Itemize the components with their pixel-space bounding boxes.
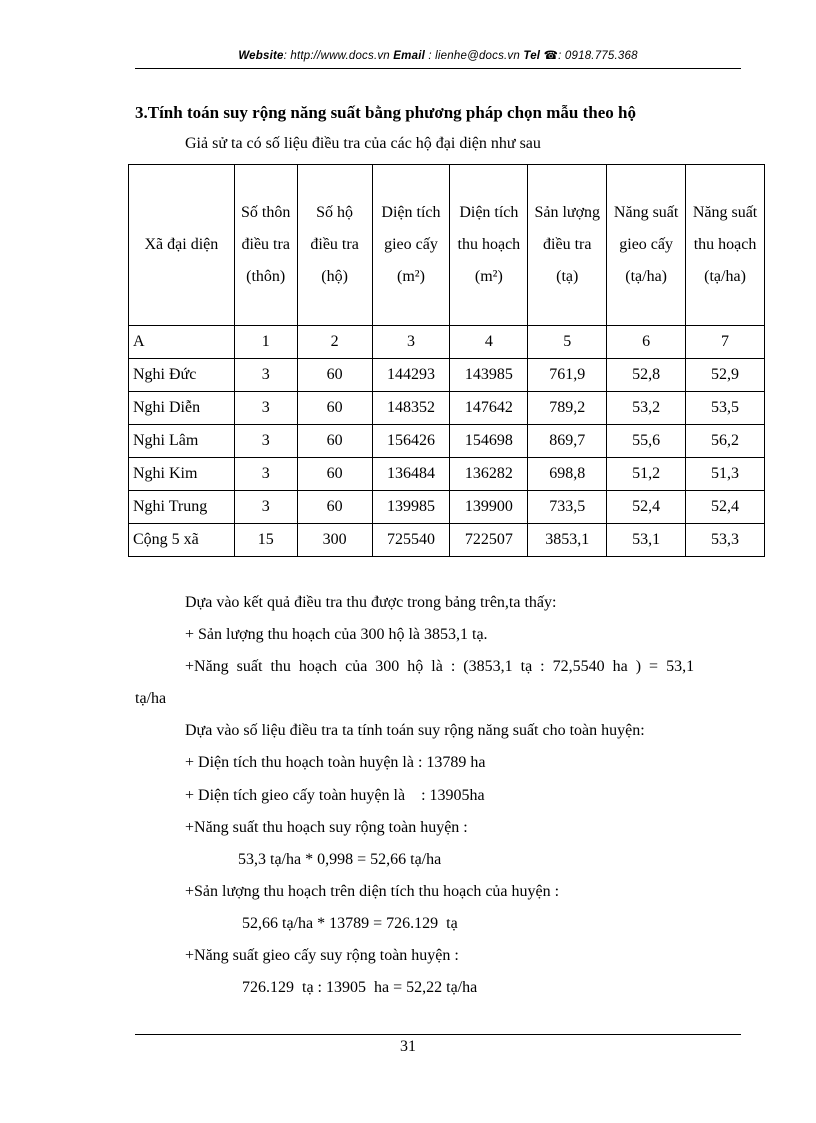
header-households: Số hộ điều tra (hộ) <box>297 165 372 326</box>
table-cell: Nghi Kim <box>129 458 235 491</box>
table-row <box>129 491 765 524</box>
table-cell: 1 <box>234 326 297 359</box>
paragraph-line: +Sản lượng thu hoạch trên diện tích thu hoạch của huyện : <box>185 883 560 900</box>
table-cell: 3 <box>234 392 297 425</box>
table-cell: 60 <box>297 392 372 425</box>
table-row <box>129 359 765 392</box>
table-cell: 7 <box>686 326 765 359</box>
intro-text: Giả sử ta có số liệu điều tra của các hộ đại diện như sau <box>185 135 541 152</box>
table-cell: 60 <box>297 359 372 392</box>
email-label: Email <box>393 50 425 62</box>
table-row <box>129 392 765 425</box>
table-cell: 5 <box>528 326 607 359</box>
formula-line: 726.129 tạ : 13905 ha = 52,22 tạ/ha <box>242 979 478 996</box>
table-cell: 789,2 <box>528 392 607 425</box>
paragraph-line: + Sản lượng thu hoạch của 300 hộ là 3853,1 tạ. <box>185 626 488 643</box>
phone-icon: ☎ <box>543 50 559 62</box>
table-cell: 2 <box>297 326 372 359</box>
paragraph-line: + Diện tích thu hoạch toàn huyện là : 13789 ha <box>185 754 486 771</box>
table-cell: 53,5 <box>686 392 765 425</box>
email-separator: : <box>424 50 436 62</box>
table-header-row <box>129 165 765 326</box>
table-cell: 139985 <box>372 491 450 524</box>
table-cell: 51,2 <box>607 458 686 491</box>
formula-line: 52,66 tạ/ha * 13789 = 726.129 tạ <box>242 915 458 932</box>
table-cell: 147642 <box>450 392 528 425</box>
table-cell: 761,9 <box>528 359 607 392</box>
table-cell: 148352 <box>372 392 450 425</box>
paragraph-line: +Năng suất thu hoạch của 300 hộ là : (3853,1 tạ : 72,5540 ha ) = 53,1 <box>185 658 695 675</box>
table-cell: 3 <box>234 425 297 458</box>
table-cell: 725540 <box>372 524 450 557</box>
table-cell: Nghi Đức <box>129 359 235 392</box>
paragraph-line: + Diện tích gieo cấy toàn huyện là : 13905ha <box>185 787 485 804</box>
paragraph-line: Dựa vào kết quả điều tra thu được trong bảng trên,ta thấy: <box>185 594 557 611</box>
table-row <box>129 458 765 491</box>
tel-label: Tel <box>523 50 541 62</box>
table-cell: 869,7 <box>528 425 607 458</box>
table-cell: 139900 <box>450 491 528 524</box>
table-cell: 53,2 <box>607 392 686 425</box>
paragraph-line: +Năng suất gieo cấy suy rộng toàn huyện : <box>185 947 459 964</box>
table-cell: 3 <box>372 326 450 359</box>
table-cell: 60 <box>297 491 372 524</box>
table-cell: 722507 <box>450 524 528 557</box>
header-sown-yield: Năng suất gieo cấy (tạ/ha) <box>607 165 686 326</box>
table-cell: Nghi Trung <box>129 491 235 524</box>
table-cell: 4 <box>450 326 528 359</box>
table-cell: 3 <box>234 359 297 392</box>
table-cell: A <box>129 326 235 359</box>
table-cell: 15 <box>234 524 297 557</box>
table-cell: 52,4 <box>686 491 765 524</box>
table-cell: 136484 <box>372 458 450 491</box>
table-cell: Cộng 5 xã <box>129 524 235 557</box>
header-output: Sản lượng điều tra (tạ) <box>528 165 607 326</box>
table-cell: 3853,1 <box>528 524 607 557</box>
formula-line: 53,3 tạ/ha * 0,998 = 52,66 tạ/ha <box>238 851 442 868</box>
table-total-row <box>129 524 765 557</box>
footer-divider <box>135 1034 741 1035</box>
table-cell: Nghi Diễn <box>129 392 235 425</box>
header-villages: Số thôn điều tra (thôn) <box>234 165 297 326</box>
website-url[interactable]: http://www.docs.vn <box>290 50 390 62</box>
table-cell: Nghi Lâm <box>129 425 235 458</box>
section-title: 3.Tính toán suy rộng năng suất bằng phương pháp chọn mẫu theo hộ <box>135 103 636 122</box>
table-cell: 733,5 <box>528 491 607 524</box>
website-separator: : <box>283 50 291 62</box>
header-harvest-yield: Năng suất thu hoạch (tạ/ha) <box>686 165 765 326</box>
table-cell: 154698 <box>450 425 528 458</box>
header-commune: Xã đại diện <box>129 165 235 326</box>
table-row <box>129 425 765 458</box>
table-cell: 6 <box>607 326 686 359</box>
table-cell: 52,9 <box>686 359 765 392</box>
table-cell: 698,8 <box>528 458 607 491</box>
table-cell: 60 <box>297 425 372 458</box>
email-address[interactable]: lienhe@docs.vn <box>435 50 520 62</box>
table-cell: 3 <box>234 491 297 524</box>
survey-table <box>128 164 765 557</box>
website-label: Website <box>238 50 284 62</box>
table-cell: 53,3 <box>686 524 765 557</box>
table-cell: 56,2 <box>686 425 765 458</box>
header-harvest-area: Diện tích thu hoạch (m²) <box>450 165 528 326</box>
header-sown-area: Diện tích gieo cấy (m²) <box>372 165 450 326</box>
table-cell: 51,3 <box>686 458 765 491</box>
table-cell: 3 <box>234 458 297 491</box>
page-number: 31 <box>400 1038 416 1055</box>
table-cell: 52,8 <box>607 359 686 392</box>
table-cell: 52,4 <box>607 491 686 524</box>
table-cell: 60 <box>297 458 372 491</box>
table-cell: 53,1 <box>607 524 686 557</box>
table-cell: 55,6 <box>607 425 686 458</box>
paragraph-line: Dựa vào số liệu điều tra ta tính toán suy rộng năng suất cho toàn huyện: <box>185 722 645 739</box>
table-cell: 156426 <box>372 425 450 458</box>
table-row <box>129 326 765 359</box>
paragraph-line: tạ/ha <box>135 690 167 707</box>
paragraph-line: +Năng suất thu hoạch suy rộng toàn huyện : <box>185 819 468 836</box>
page-header <box>135 48 741 69</box>
table-cell: 136282 <box>450 458 528 491</box>
table-cell: 144293 <box>372 359 450 392</box>
table-cell: 300 <box>297 524 372 557</box>
tel-number: : 0918.775.368 <box>558 50 638 62</box>
table-cell: 143985 <box>450 359 528 392</box>
